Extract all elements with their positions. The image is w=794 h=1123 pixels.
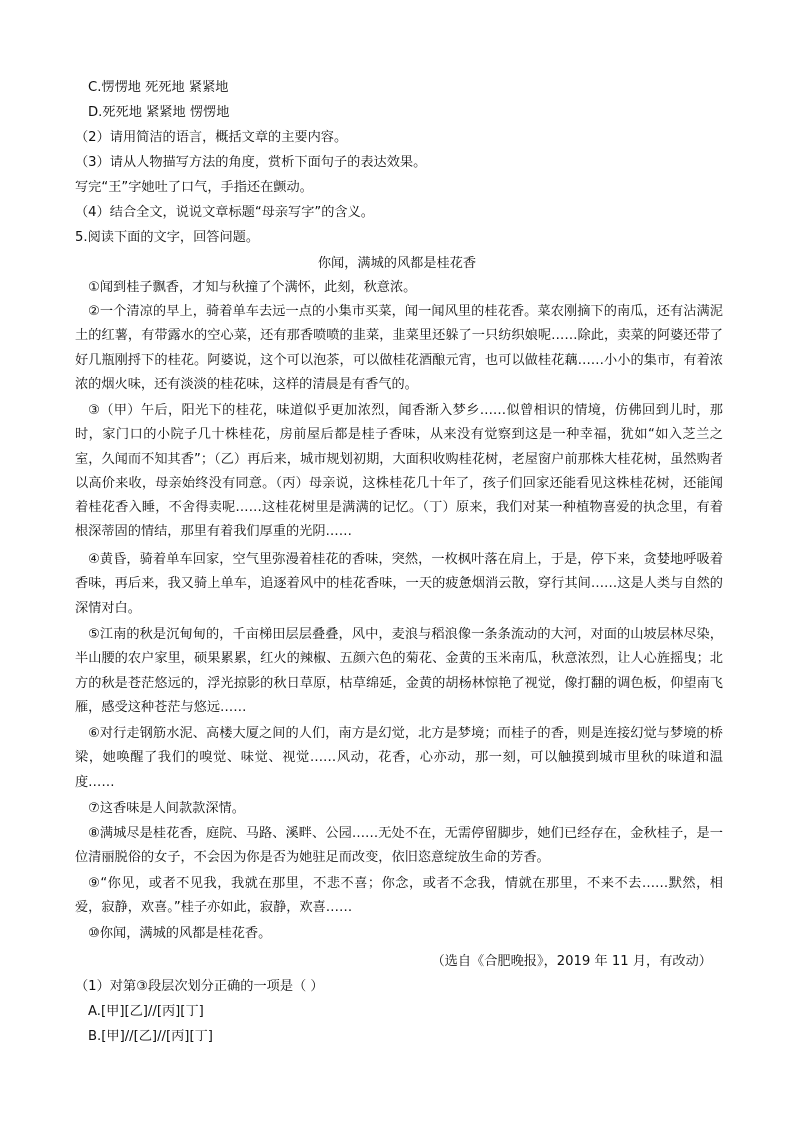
- question-4: （4）结合全文，说说文章标题“母亲写字”的含义。: [75, 205, 374, 220]
- paragraph-9: ⑨“你见，或者不见我，我就在那里，不悲不喜；你念，或者不念我，情就在那里，不来不去……默然，相爱，寂静，欢喜。”桂子亦如此，寂静，欢喜……: [75, 876, 723, 916]
- paragraph-1: ①闻到桂子飘香，才知与秋撞了个满怀，此刻，秋意浓。: [88, 280, 417, 295]
- article-title: 你闻，满城的风都是桂花香: [317, 256, 477, 271]
- paragraph-4: ④黄昏，骑着单车回家，空气里弥漫着桂花的香味，突然，一枚枫叶落在肩上，于是，停下来，贪婪地呼吸着香味，再后来，我又骑上单车，追逐着风中的桂花香味，一天的疲惫烟消云散，穿行其间……这是人类与自然的深情对白。: [75, 552, 723, 616]
- paragraph-2: ②一个清凉的早上，骑着单车去远一点的小集市买菜，闻一闻风里的桂花香。菜农刚摘下的南瓜，还有沾满泥土的红薯，有带露水的空心菜，还有那香喷喷的韭菜，韭菜里还躲了一只纺织娘呢……除此，卖菜的阿婆还带了好几瓶刚捋下的桂花。阿婆说，这个可以泡茶，可以做桂花酒酿元宵，也可以做桂花藕……小小的集市，有着浓浓的烟火味，还有淡淡的桂花味，这样的清晨是有香气的。: [75, 304, 723, 392]
- section-5-heading: 5.阅读下面的文字，回答问题。: [75, 230, 260, 245]
- source-citation: （选自《合肥晚报》，2019 年 11 月，有改动）: [431, 954, 712, 969]
- option-a: A.[甲][乙]//[丙][丁]: [88, 1004, 204, 1019]
- question-2: （2）请用简洁的语言，概括文章的主要内容。: [75, 130, 348, 145]
- paragraph-8: ⑧满城尽是桂花香，庭院、马路、溪畔、公园……无处不在，无需停留脚步，她们已经存在，金秋桂子，是一位清丽脱俗的女子，不会因为你是否为她驻足而改变，依旧恣意绽放生命的芳香。: [75, 826, 723, 866]
- paragraph-6: ⑥对行走钢筋水泥、高楼大厦之间的人们，南方是幻觉，北方是梦境；而桂子的香，则是连接幻觉与梦境的桥梁，她唤醒了我们的嗅觉、味觉、视觉……风动，花香，心亦动，那一刻，可以触摸到城市里秋的味道和温度……: [75, 726, 723, 790]
- paragraph-5: ⑤江南的秋是沉甸甸的，千亩梯田层层叠叠，风中，麦浪与稻浪像一条条流动的大河，对面的山坡层林尽染，半山腰的农户家里，硕果累累，红火的辣椒、五颜六色的菊花、金黄的玉米南瓜，秋意浓烈，让人心旌摇曳；北方的秋是苍茫悠远的，浮光掠影的秋日草原，枯草绵延，金黄的胡杨林惊艳了视觉，像打翻的调色板，仰望南飞雁，感受这种苍茫与悠远……: [75, 627, 723, 715]
- paragraph-7: ⑦这香味是人间款款深情。: [88, 801, 245, 816]
- option-d: D.死死地 紧紧地 愣愣地: [88, 105, 230, 120]
- paragraph-10: ⑩你闻，满城的风都是桂花香。: [88, 926, 272, 941]
- question-3-quote: 写完“王”字她吐了口气，手指还在颤动。: [75, 180, 313, 195]
- option-c: C.愣愣地 死死地 紧紧地: [88, 80, 229, 95]
- option-b: B.[甲]//[乙]//[丙][丁]: [88, 1029, 213, 1044]
- question-3: （3）请从人物描写方法的角度，赏析下面句子的表达效果。: [75, 155, 427, 170]
- question-1: （1）对第③段层次划分正确的一项是（ ）: [75, 979, 324, 994]
- paragraph-3: ③（甲）午后，阳光下的桂花，味道似乎更加浓烈，闻香渐入梦乡……似曾相识的情境，仿佛回到儿时，那时，家门口的小院子几十株桂花，房前屋后都是桂子香味，从来没有觉察到这是一种幸福，犹如“如入芝兰之室，久闻而不知其香”；（乙）再后来，城市规划初期，大面积收购桂花树，老屋窗户前那株大桂花树，虽然购者以高价来收，母亲始终没有同意。（丙）母亲说，这株桂花几十年了，孩子们回家还能看见这株桂花树，还能闻着桂花香入睡，不舍得卖呢……这桂花树里是满满的记忆。（丁）原来，我们对某一种植物喜爱的执念里，有着根深蒂固的情结，那里有着我们厚重的光阴……: [75, 403, 723, 540]
